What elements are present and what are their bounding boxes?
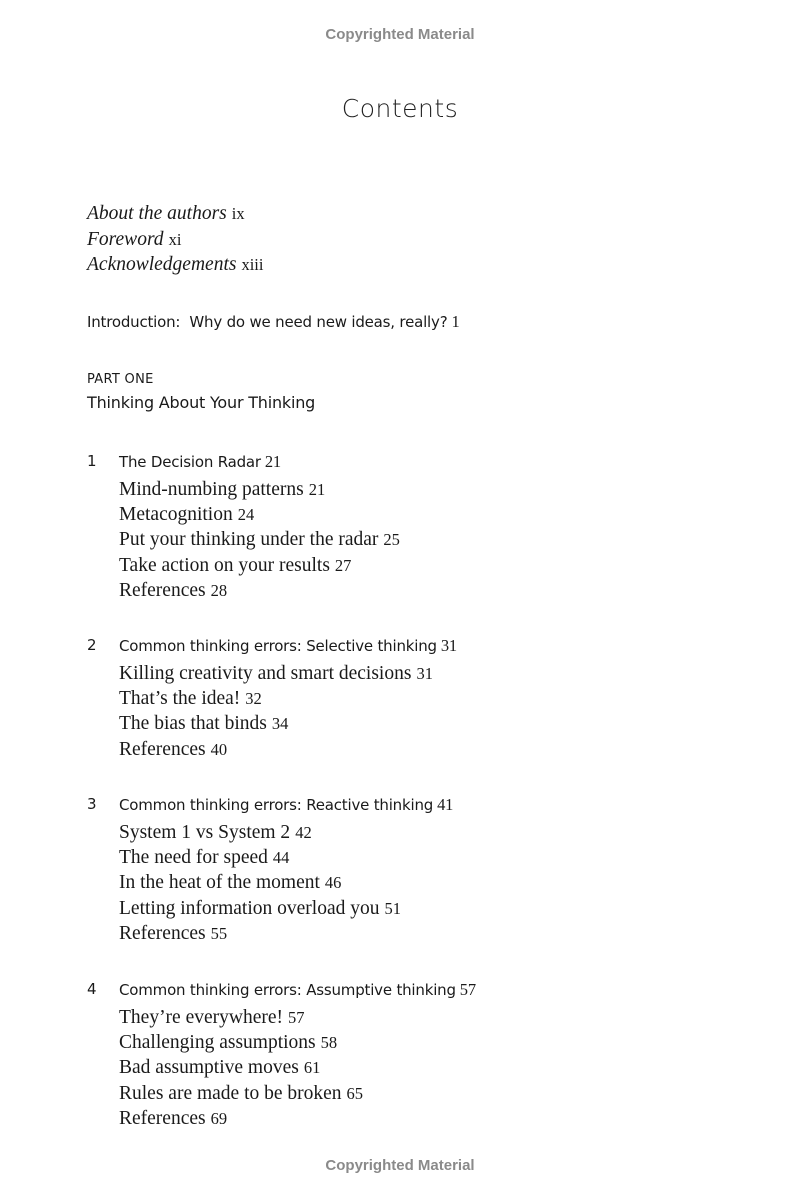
section-item[interactable]: [119, 1106, 767, 1131]
page-number: ix: [231, 204, 245, 223]
section-title: References: [119, 738, 206, 760]
introduction-label: Introduction: Why do we need new ideas, really?: [87, 313, 448, 331]
page-number: 46: [324, 873, 342, 893]
introduction-entry[interactable]: [87, 312, 460, 332]
section-title: References: [119, 922, 206, 944]
section-title: That’s the idea!: [119, 688, 241, 710]
page-number: 58: [320, 1033, 338, 1053]
chapter-title: Common thinking errors: Assumptive thinking: [119, 981, 456, 999]
page-title: Contents: [341, 94, 459, 123]
section-title: The need for speed: [119, 847, 268, 869]
chapter-heading[interactable]: [87, 452, 767, 477]
section-item[interactable]: [119, 477, 767, 502]
page-number: xi: [168, 229, 182, 249]
page-number: 27: [334, 555, 352, 575]
section-title: Put your thinking under the radar: [119, 529, 379, 551]
section-item[interactable]: [119, 820, 767, 845]
chapter-entry: [87, 452, 767, 603]
section-title: The bias that binds: [119, 713, 267, 735]
section-title: System 1 vs System 2: [119, 822, 291, 843]
section-title: Bad assumptive moves: [119, 1057, 299, 1079]
page-number: 32: [245, 689, 262, 709]
chapter-number: 1: [87, 452, 97, 470]
section-item[interactable]: [119, 686, 767, 711]
section-title: References: [119, 579, 206, 601]
section-item[interactable]: [119, 553, 767, 578]
section-title: References: [119, 1107, 206, 1129]
page-number: 55: [210, 923, 228, 943]
page-number: 24: [237, 505, 255, 525]
page-number: 25: [383, 530, 400, 550]
section-title: Challenging assumptions: [119, 1032, 316, 1054]
section-item[interactable]: [119, 1005, 767, 1030]
page-number: 40: [210, 739, 228, 759]
section-title: In the heat of the moment: [119, 872, 320, 894]
section-title: Killing creativity and smart decisions: [119, 663, 412, 684]
watermark-bottom: Copyrighted Material: [325, 1157, 475, 1174]
section-item[interactable]: [119, 737, 767, 762]
section-item[interactable]: [119, 661, 767, 686]
chapter-title: The Decision Radar: [119, 453, 261, 471]
section-item[interactable]: [119, 845, 767, 870]
section-item[interactable]: [119, 1055, 767, 1080]
section-item[interactable]: [119, 896, 767, 921]
page-number: 21: [308, 480, 326, 499]
page-number: 34: [271, 714, 289, 734]
page-number: 69: [210, 1108, 228, 1128]
chapter-number: 4: [87, 980, 97, 998]
page-number: 31: [440, 636, 457, 655]
page-number: 57: [459, 980, 476, 999]
chapter-number: 2: [87, 636, 97, 654]
section-item[interactable]: [119, 1081, 767, 1106]
front-matter-item[interactable]: [87, 201, 263, 227]
page-number: 61: [303, 1058, 321, 1078]
page-number: 31: [416, 664, 433, 683]
section-item[interactable]: [119, 921, 767, 946]
front-matter-label: Foreword: [87, 228, 164, 250]
section-item[interactable]: [119, 527, 767, 552]
section-title: Rules are made to be broken: [119, 1082, 342, 1104]
page-number: 1: [451, 312, 460, 331]
chapter-entry: [87, 795, 767, 946]
section-item[interactable]: [119, 502, 767, 527]
chapter-number: 3: [87, 795, 97, 813]
section-item[interactable]: [119, 578, 767, 603]
chapter-title: Common thinking errors: Reactive thinking: [119, 796, 434, 814]
page-number: 41: [437, 795, 454, 814]
chapter-title: Common thinking errors: Selective thinking: [119, 637, 437, 655]
chapter-entry: [87, 636, 767, 762]
section-title: Metacognition: [119, 504, 233, 526]
section-item[interactable]: [119, 1030, 767, 1055]
section-title: Take action on your results: [119, 554, 330, 576]
part-title: Thinking About Your Thinking: [87, 393, 316, 412]
chapter-entry: [87, 980, 767, 1131]
section-item[interactable]: [119, 711, 767, 736]
section-title: Mind-numbing patterns: [119, 479, 304, 500]
section-title: Letting information overload you: [119, 897, 380, 919]
part-label: PART ONE: [87, 372, 154, 387]
page-number: 28: [210, 580, 228, 600]
page-number: 21: [264, 452, 281, 471]
chapter-heading[interactable]: [87, 980, 767, 1005]
front-matter-item[interactable]: [87, 252, 263, 278]
front-matter-item[interactable]: [87, 227, 263, 253]
front-matter-label: Acknowledgements: [87, 254, 237, 275]
chapter-heading[interactable]: [87, 636, 767, 661]
page-number: 65: [346, 1083, 364, 1103]
page-number: xiii: [241, 255, 264, 274]
page-number: 57: [288, 1008, 305, 1027]
section-title: They’re everywhere!: [119, 1007, 284, 1028]
page-number: 51: [384, 898, 401, 918]
page-number: 44: [272, 848, 290, 868]
page-number: 42: [295, 823, 312, 842]
front-matter-label: About the authors: [87, 203, 227, 224]
watermark-top: Copyrighted Material: [325, 26, 475, 43]
section-item[interactable]: [119, 870, 767, 895]
front-matter-list: [87, 201, 263, 278]
chapter-heading[interactable]: [87, 795, 767, 820]
